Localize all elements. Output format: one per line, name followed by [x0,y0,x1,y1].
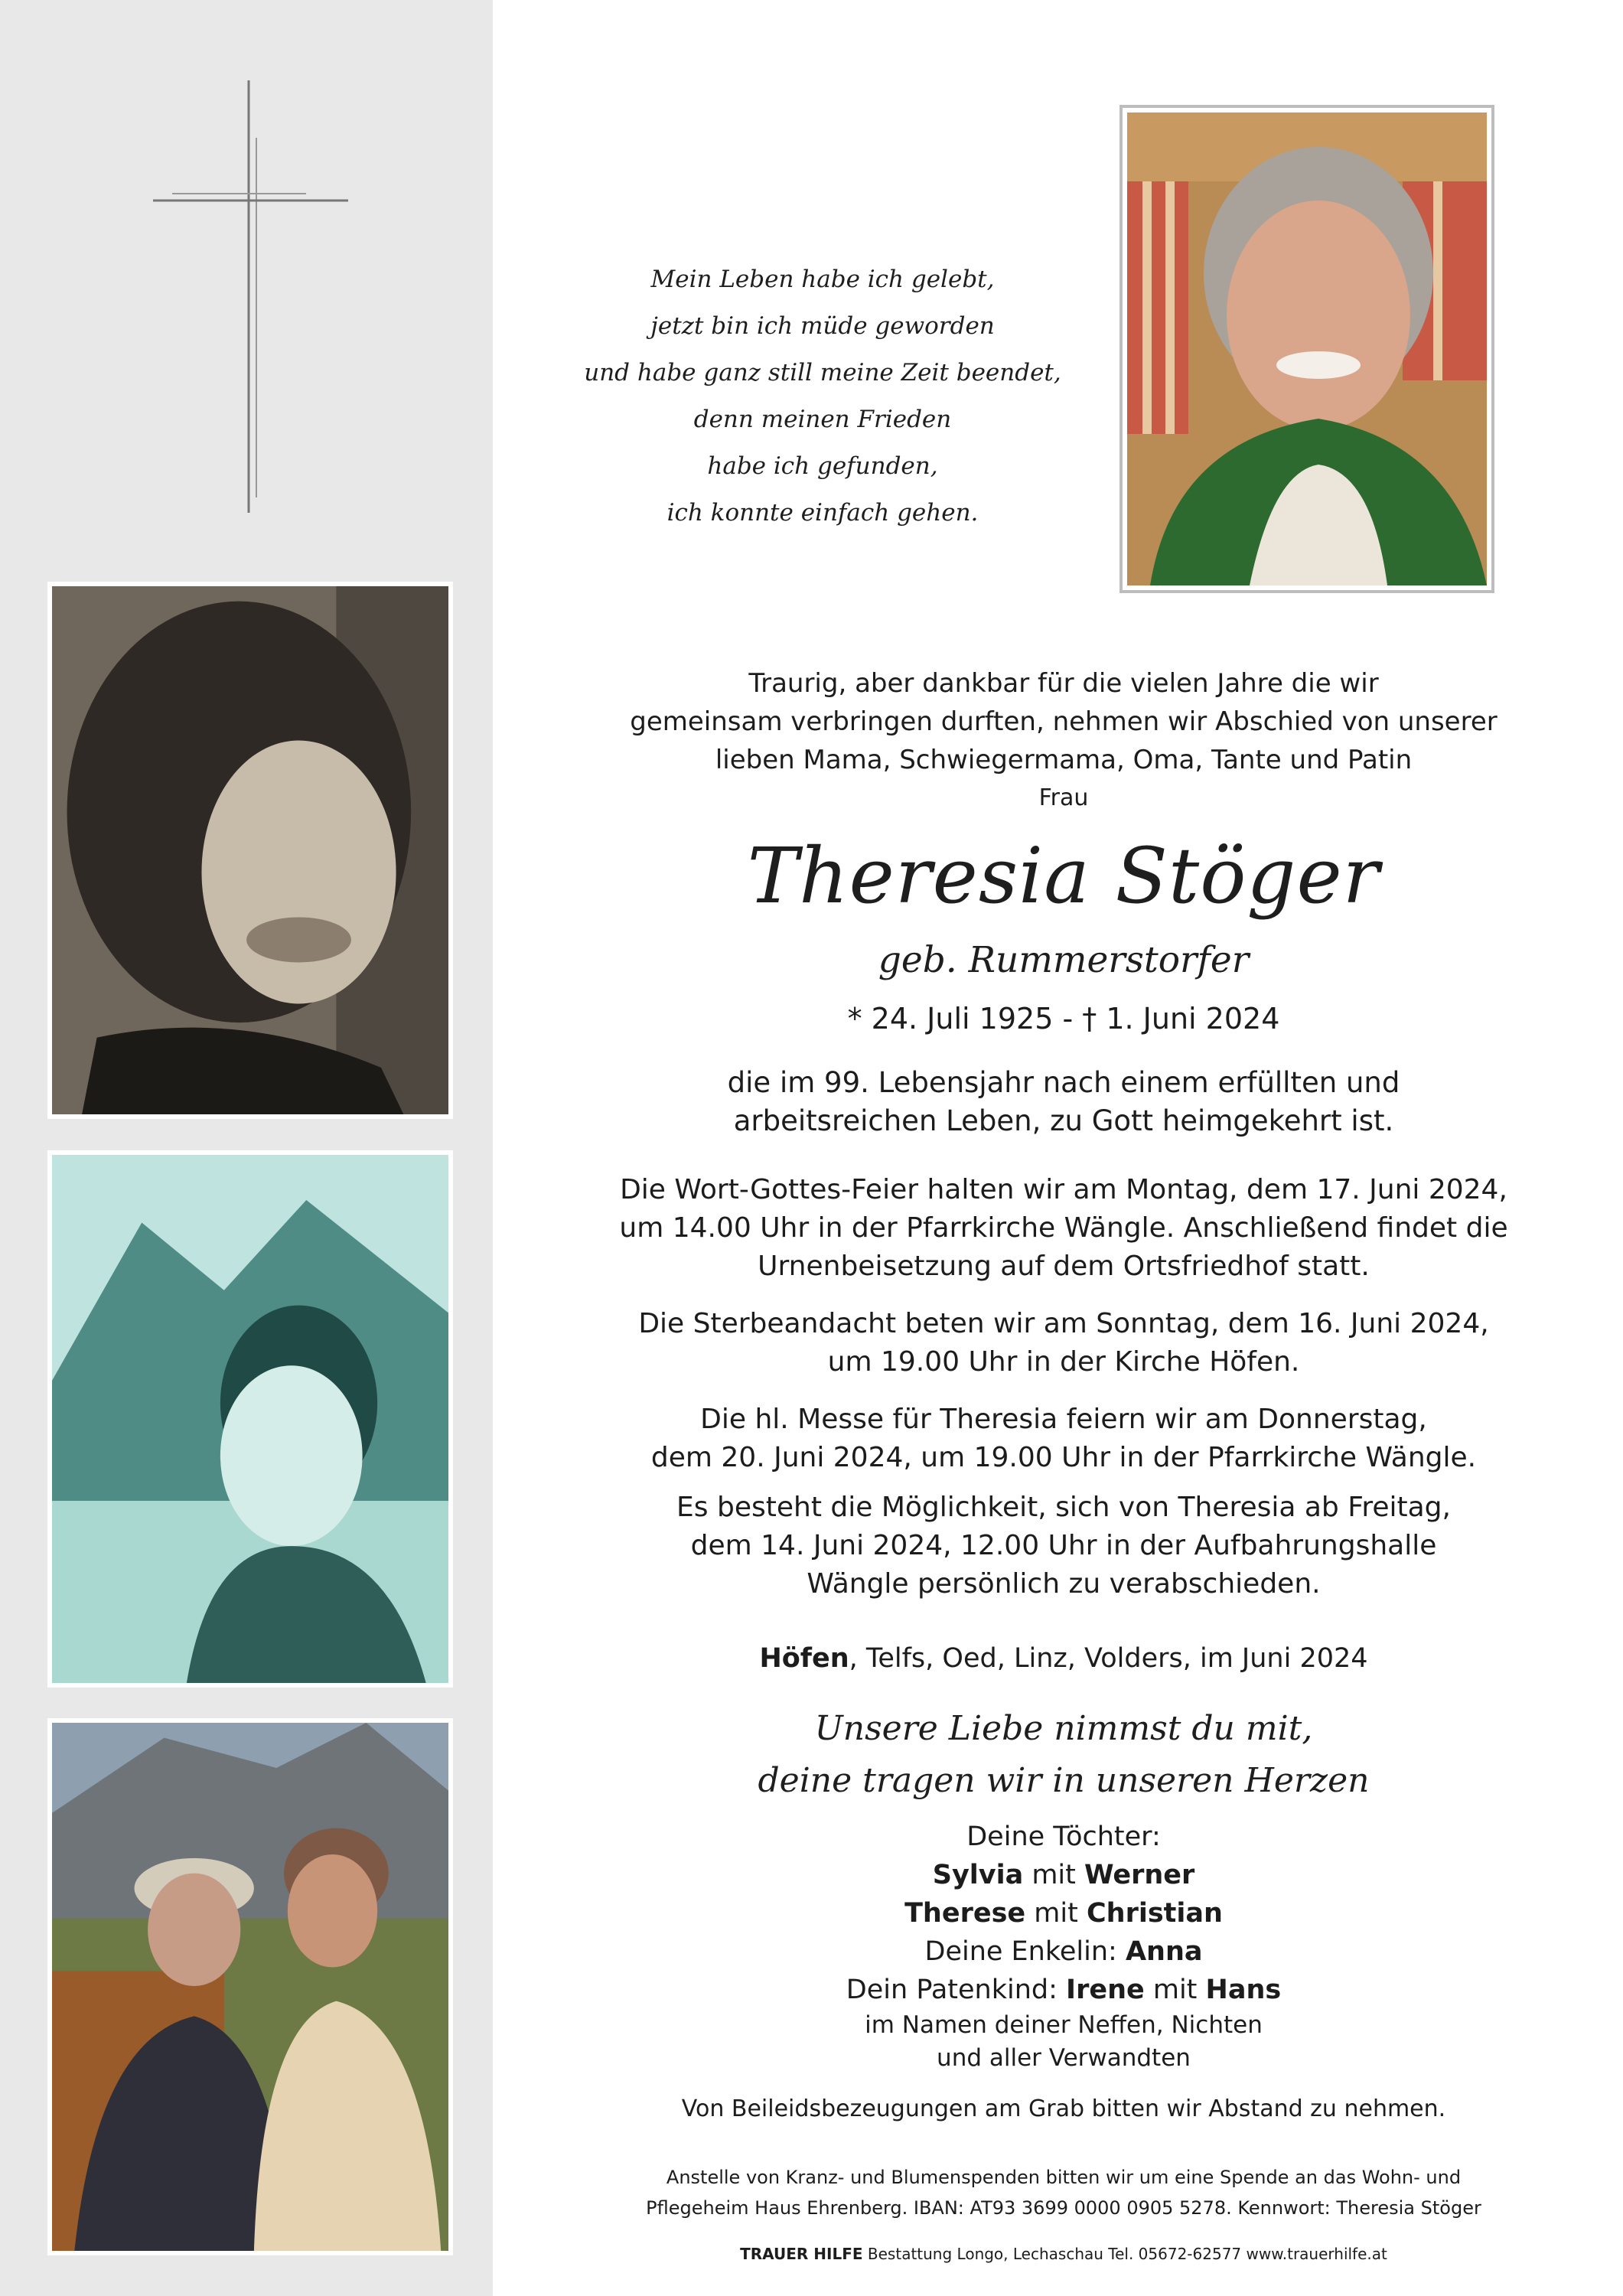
service-line: Die Wort-Gottes-Feier halten wir am Montag, dem 17. Juni 2024, [620,1174,1507,1205]
poem-line: Mein Leben habe ich gelebt, [650,266,995,293]
donation-note [589,2162,1538,2223]
family-member: Christian [1086,1898,1223,1929]
family-member: Hans [1205,1975,1282,2005]
maiden-name: geb. Rummerstorfer [878,939,1250,981]
photo-young-portrait [47,582,453,1119]
daughters-label: Deine Töchter: [966,1821,1161,1852]
service-line: Urnenbeisetzung auf dem Ortsfriedhof statt. [758,1251,1370,1282]
family-member: Sylvia [932,1860,1024,1890]
poem-line: habe ich gefunden, [707,452,938,480]
poem-line: und habe ganz still meine Zeit beendet, [584,359,1061,386]
portrait-photo [1119,105,1494,593]
family-connector: mit [1025,1898,1087,1929]
family-line [589,1894,1538,1932]
grandchild-label: Deine Enkelin: [924,1936,1126,1967]
cross-icon [153,80,352,517]
place-bold: Höfen [759,1643,849,1674]
poem-line: jetzt bin ich müde geworden [650,312,995,340]
service-viewing [589,1489,1538,1603]
closing-verse [589,1703,1538,1807]
family-list [589,1818,1538,2075]
service-line: Die hl. Messe für Theresia feiern wir am Donnerstag, [700,1404,1427,1435]
life-line: arbeitsreichen Leben, zu Gott heimgekehrt ist. [733,1104,1394,1137]
announcement-intro [589,664,1538,817]
family-connector: mit [1023,1860,1084,1890]
family-note: und aller Verwandten [937,2044,1191,2072]
family-member: Therese [904,1898,1026,1929]
service-prayer [589,1305,1538,1381]
service-funeral [589,1171,1538,1286]
family-member: Werner [1084,1860,1195,1890]
service-line: dem 14. Juni 2024, 12.00 Uhr in der Aufbahrungshalle [690,1530,1437,1561]
service-line: dem 20. Juni 2024, um 19.00 Uhr in der Pfarrkirche Wängle. [650,1442,1477,1473]
closing-line: deine tragen wir in unseren Herzen [758,1761,1370,1800]
life-dates: * 24. Juli 1925 - † 1. Juni 2024 [847,1002,1280,1035]
life-text [589,1064,1538,1140]
poem-line: ich konnte einfach gehen. [666,499,979,527]
donation-line: Anstelle von Kranz- und Blumenspenden bitten wir um eine Spende an das Wohn- und [666,2167,1462,2188]
closing-line: Unsere Liebe nimmst du mit, [814,1709,1313,1748]
family-connector: mit [1144,1975,1206,2005]
poem-line: denn meinen Frieden [693,406,952,433]
service-mass [589,1401,1538,1477]
family-line [589,1971,1538,2009]
donation-line: Pflegeheim Haus Ehrenberg. IBAN: AT93 3699 0000 0905 5278. Kennwort: Theresia Stöger [646,2197,1481,2219]
footer [589,2242,1538,2265]
family-member: Anna [1125,1936,1203,1967]
footer-text: Bestattung Longo, Lechaschau Tel. 05672-62577 www.trauerhilfe.at [862,2245,1387,2263]
family-note: im Namen deiner Neffen, Nichten [865,2011,1263,2039]
intro-line: Frau [1038,784,1089,811]
life-line: die im 99. Lebensjahr nach einem erfüllten und [727,1066,1400,1099]
family-line [589,1856,1538,1894]
service-line: Wängle persönlich zu verabschieden. [807,1568,1321,1600]
family-line [589,1932,1538,1971]
service-line: Die Sterbeandacht beten wir am Sonntag, dem 16. Juni 2024, [638,1308,1489,1339]
photo-couple-outdoors [47,1718,453,2255]
deceased-name: Theresia Stöger [747,831,1380,921]
places-rest: , Telfs, Oed, Linz, Volders, im Juni 2024 [849,1643,1368,1674]
photo-woman-mountains [47,1150,453,1688]
service-line: um 14.00 Uhr in der Pfarrkirche Wängle. Anschließend findet die [619,1212,1508,1244]
intro-line: lieben Mama, Schwiegermama, Oma, Tante und Patin [715,745,1413,775]
condolence-request: Von Beileidsbezeugungen am Grab bitten wir Abstand zu nehmen. [681,2095,1446,2122]
service-line: um 19.00 Uhr in der Kirche Höfen. [827,1346,1300,1378]
places-date [589,1639,1538,1678]
godchild-label: Dein Patenkind: [846,1975,1067,2005]
service-line: Es besteht die Möglichkeit, sich von Theresia ab Freitag, [676,1492,1451,1523]
poem [582,256,1064,536]
sidebar [0,0,493,2296]
footer-brand: TRAUER HILFE [740,2245,863,2263]
intro-line: gemeinsam verbringen durften, nehmen wir Abschied von unserer [630,706,1498,737]
family-member: Irene [1066,1975,1145,2005]
intro-line: Traurig, aber dankbar für die vielen Jahre die wir [748,668,1379,699]
